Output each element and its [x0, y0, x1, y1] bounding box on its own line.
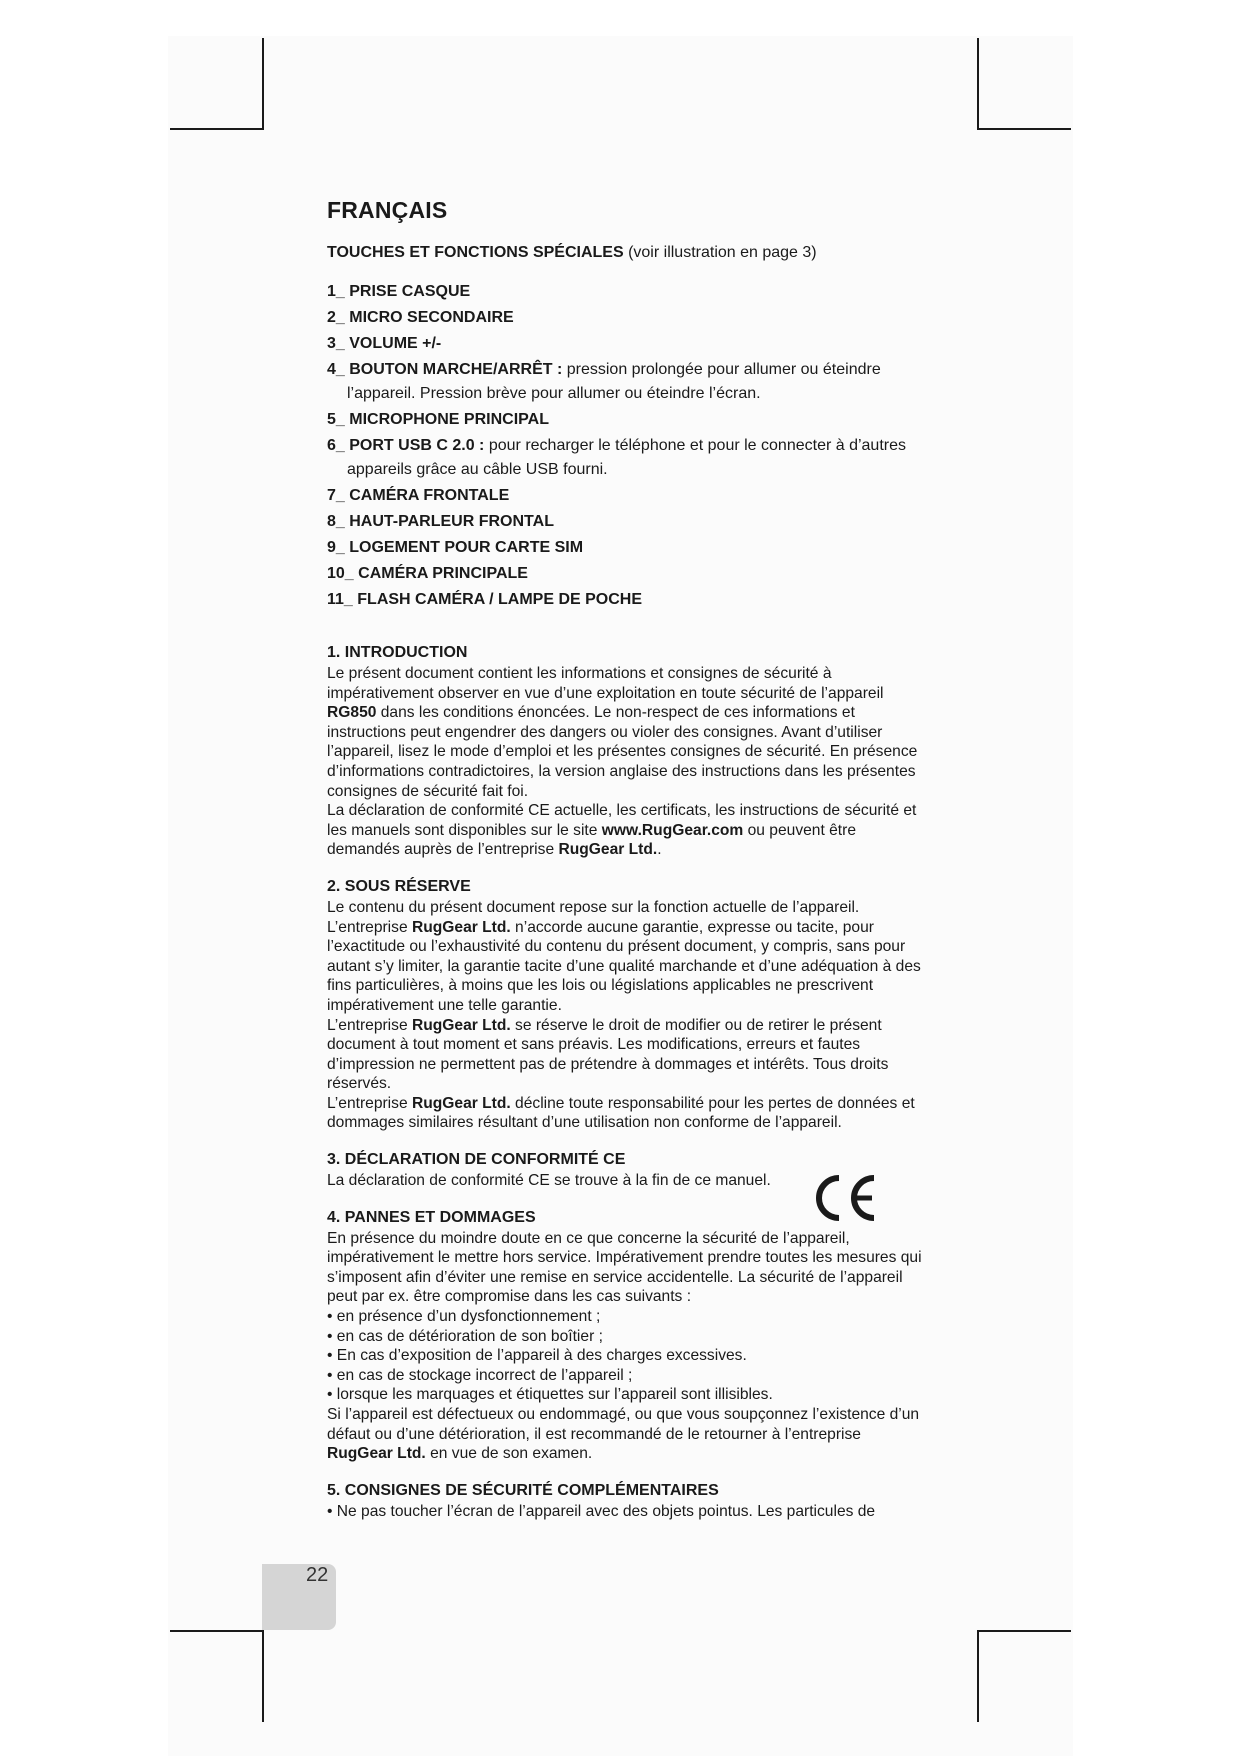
item-name: PRISE CASQUE — [349, 283, 471, 300]
item-number: 5_ — [327, 411, 345, 428]
item-number: 3_ — [327, 335, 345, 352]
list-item — [327, 486, 927, 506]
ce-mark-icon — [812, 1172, 878, 1224]
paragraph: En présence du moindre doute en ce que concerne la sécurité de l’appareil, impérativement le mettre hors service. Impérativement prendre toutes les mesures qui s’imposent afin d’éviter une remise en service accidentelle. La sécurité de l’appareil peut par ex. être compromise dans les cas suivants : — [327, 1229, 922, 1306]
item-number: 8_ — [327, 513, 345, 530]
item-number: 9_ — [327, 539, 345, 556]
list-item — [327, 308, 927, 328]
list-item — [327, 538, 927, 558]
text: . — [657, 841, 662, 859]
text: se réserve le droit de modifier ou de retirer le présent document à tout moment et sans préavis. Les modifications, erreurs et fautes d’impression ne permettent pas de prétendre à dommages et intérêts. Tous droits réservés. — [327, 1016, 889, 1093]
paragraph — [327, 1405, 927, 1464]
keys-title-note: (voir illustration en page 3) — [628, 244, 817, 261]
item-description: pression prolongée pour allumer ou éteindre — [566, 361, 881, 378]
section-introduction — [327, 644, 927, 860]
text: ou peuvent être demandés auprès de l’entreprise — [327, 821, 857, 859]
paragraph — [327, 664, 927, 801]
section-title: 2. SOUS RÉSERVE — [327, 877, 471, 895]
paragraph: • Ne pas toucher l’écran de l’appareil avec des objets pointus. Les particules de — [327, 1502, 876, 1520]
item-description: pour recharger le téléphone et pour le connecter à d’autres — [488, 437, 906, 454]
language-heading: FRANÇAIS — [327, 197, 448, 223]
item-number: 6_ — [327, 437, 345, 454]
crop-mark-bottom-left-h — [170, 1630, 264, 1632]
crop-mark-top-left-v — [262, 38, 264, 130]
paragraph — [327, 898, 927, 1016]
page-number: 22 — [306, 1564, 329, 1586]
section-faults — [327, 1209, 927, 1464]
item-description-cont: appareils grâce au câble USB fourni. — [347, 461, 608, 478]
list-item — [327, 436, 927, 480]
section-title: 3. DÉCLARATION DE CONFORMITÉ CE — [327, 1151, 626, 1169]
item-name: LOGEMENT POUR CARTE SIM — [349, 539, 584, 556]
text: n’accorde aucune garantie, expresse ou tacite, pour l’exactitude ou l’exhaustivité du contenu du présent document, y compris, sans pour autant s’y limiter, la garantie tacite d’une qualité marchande et d’une adéquation à des fins particulières, à moins que les lois ou législations applicables ne prescrivent impérativement une telle garantie. — [327, 918, 921, 1014]
item-name: MICROPHONE PRINCIPAL — [349, 411, 549, 428]
list-item: • en présence d’un dysfonctionnement ; — [327, 1308, 601, 1326]
item-number: 1_ — [327, 283, 345, 300]
item-name: VOLUME +/- — [349, 335, 442, 352]
list-item: • en cas de détérioration de son boîtier ; — [327, 1327, 603, 1345]
keys-title: TOUCHES ET FONCTIONS SPÉCIALES — [327, 244, 624, 261]
text: en vue de son examen. — [425, 1445, 593, 1463]
text: Le présent document contient les informations et consignes de sécurité à impérativement observer en vue d’une exploitation en toute sécurité de l’appareil — [327, 665, 884, 702]
list-item — [327, 512, 927, 532]
keys-heading — [327, 244, 927, 262]
website-link[interactable]: www.RugGear.com — [601, 821, 744, 839]
item-number: 7_ — [327, 487, 345, 504]
list-item — [327, 282, 927, 302]
crop-mark-top-right-h — [977, 128, 1071, 130]
list-item — [327, 410, 927, 430]
text: dans les conditions énoncées. Le non-respect de ces informations et instructions peut engendrer des dangers ou violer des consignes. Avant d’utiliser l’appareil, lisez le mode d’emploi et les présentes consignes de sécurité. En présence d’informations contradictoires, la version anglaise des instructions dans les présentes consignes de sécurité fait foi. — [327, 704, 918, 800]
item-description-cont: l’appareil. Pression brève pour allumer ou éteindre l’écran. — [347, 385, 761, 402]
section-title: 5. CONSIGNES DE SÉCURITÉ COMPLÉMENTAIRES — [327, 1481, 719, 1499]
company-name: RugGear Ltd. — [411, 1094, 511, 1112]
page-content — [327, 197, 927, 1521]
list-item — [327, 334, 927, 354]
list-item — [327, 564, 927, 584]
crop-mark-bottom-right-h — [977, 1630, 1071, 1632]
item-number: 4_ — [327, 361, 345, 378]
crop-mark-top-left-h — [170, 128, 264, 130]
item-name: CAMÉRA PRINCIPALE — [358, 565, 528, 582]
paragraph — [327, 1094, 927, 1133]
bullet-list — [327, 1307, 927, 1405]
paragraph — [327, 1016, 927, 1094]
company-name: RugGear Ltd. — [411, 918, 511, 936]
item-name: BOUTON MARCHE/ARRÊT : — [349, 361, 563, 378]
section-disclaimer — [327, 878, 927, 1133]
section-title: 4. PANNES ET DOMMAGES — [327, 1208, 536, 1226]
item-number: 10_ — [327, 565, 354, 582]
item-number: 11_ — [327, 591, 353, 608]
list-item — [327, 590, 927, 610]
item-number: 2_ — [327, 309, 345, 326]
section-safety — [327, 1482, 927, 1522]
item-name: HAUT-PARLEUR FRONTAL — [349, 513, 554, 530]
list-item: • lorsque les marquages et étiquettes sur l’appareil sont illisibles. — [327, 1386, 773, 1404]
text: Si l’appareil est défectueux ou endommagé, ou que vous soupçonnez l’existence d’un défaut ou d’une détérioration, il est recommandé de le retourner à l’entreprise — [327, 1406, 920, 1443]
text: Le contenu du présent document repose sur la fonction actuelle de l’appareil. L’entreprise — [327, 898, 860, 936]
keys-list — [327, 282, 927, 610]
list-item: • en cas de stockage incorrect de l’appareil ; — [327, 1366, 633, 1384]
crop-mark-bottom-right-v — [977, 1630, 979, 1722]
item-name: CAMÉRA FRONTALE — [349, 487, 510, 504]
list-item — [327, 360, 927, 404]
paragraph — [327, 801, 927, 860]
item-name: PORT USB C 2.0 : — [349, 437, 485, 454]
company-name: RugGear Ltd. — [327, 1445, 426, 1463]
list-item: • En cas d’exposition de l’appareil à des charges excessives. — [327, 1347, 747, 1365]
item-name: MICRO SECONDAIRE — [349, 309, 514, 326]
company-name: RugGear Ltd. — [411, 1016, 511, 1034]
crop-mark-top-right-v — [977, 38, 979, 130]
text: L’entreprise — [327, 1094, 412, 1112]
company-name: RugGear Ltd. — [558, 841, 658, 859]
paragraph: La déclaration de conformité CE se trouve à la fin de ce manuel. — [327, 1172, 771, 1190]
crop-mark-bottom-left-v — [262, 1630, 264, 1722]
text: décline toute responsabilité pour les pertes de données et dommages similaires résultant d’une utilisation non conforme de l’appareil. — [327, 1094, 915, 1132]
text: L’entreprise — [327, 1016, 412, 1034]
text: La déclaration de conformité CE actuelle, les certificats, les instructions de sécurité et les manuels sont disponibles sur le site — [327, 802, 917, 839]
model-name: RG850 — [327, 704, 377, 722]
item-name: FLASH CAMÉRA / LAMPE DE POCHE — [357, 591, 643, 608]
section-title: 1. INTRODUCTION — [327, 644, 468, 661]
